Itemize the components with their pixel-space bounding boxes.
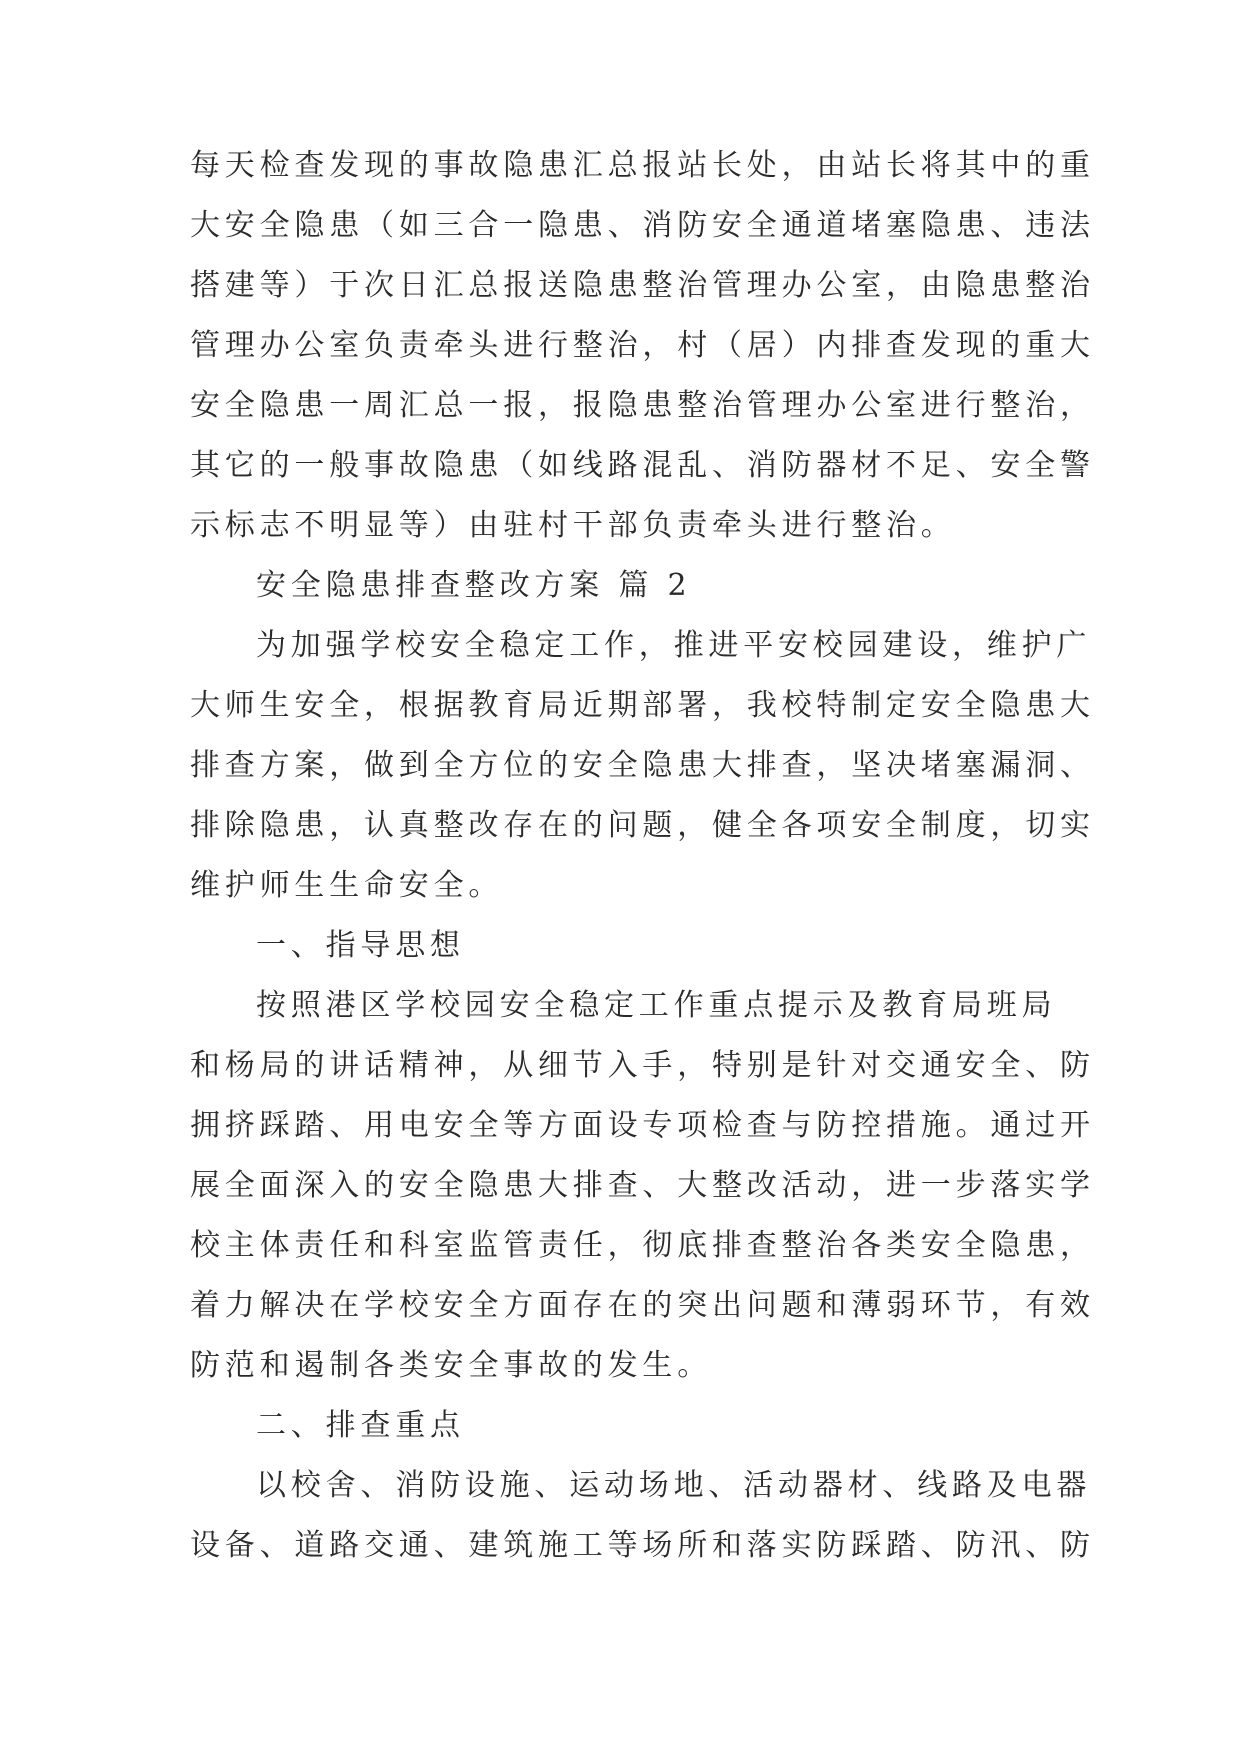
paragraph-line: 防范和遏制各类安全事故的发生。 bbox=[190, 1348, 712, 1383]
paragraph-line: 安全隐患一周汇总一报，报隐患整治管理办公室进行整治， bbox=[190, 388, 1095, 423]
paragraph-line: 搭建等）于次日汇总报送隐患整治管理办公室，由隐患整治 bbox=[190, 268, 1095, 303]
paragraph-line: 为加强学校安全稳定工作，推进平安校园建设，维护广 bbox=[256, 628, 1092, 663]
paragraph-line: 和杨局的讲话精神，从细节入手，特别是针对交通安全、防 bbox=[190, 1048, 1095, 1083]
paragraph-line: 大安全隐患（如三合一隐患、消防安全通道堵塞隐患、违法 bbox=[190, 208, 1095, 243]
paragraph-line: 设备、道路交通、建筑施工等场所和落实防踩踏、防汛、防 bbox=[190, 1528, 1095, 1563]
section-heading: 二、排查重点 bbox=[256, 1408, 465, 1443]
paragraph-line: 排除隐患，认真整改存在的问题，健全各项安全制度，切实 bbox=[190, 808, 1095, 843]
section-heading: 一、指导思想 bbox=[256, 928, 465, 963]
paragraph-line: 每天检查发现的事故隐患汇总报站长处，由站长将其中的重 bbox=[190, 148, 1095, 183]
section-title: 安全隐患排查整改方案 篇 2 bbox=[256, 568, 692, 603]
paragraph-line: 校主体责任和科室监管责任，彻底排查整治各类安全隐患， bbox=[190, 1228, 1095, 1263]
paragraph-line: 维护师生生命安全。 bbox=[190, 868, 504, 903]
paragraph-line: 管理办公室负责牵头进行整治，村（居）内排查发现的重大 bbox=[190, 328, 1095, 363]
paragraph-line: 示标志不明显等）由驻村干部负责牵头进行整治。 bbox=[190, 508, 956, 543]
paragraph-line: 拥挤踩踏、用电安全等方面设专项检查与防控措施。通过开 bbox=[190, 1108, 1095, 1143]
paragraph-line: 排查方案，做到全方位的安全隐患大排查，坚决堵塞漏洞、 bbox=[190, 748, 1095, 783]
paragraph-line: 大师生安全，根据教育局近期部署，我校特制定安全隐患大 bbox=[190, 688, 1095, 723]
paragraph-line: 按照港区学校园安全稳定工作重点提示及教育局班局 bbox=[256, 988, 1057, 1023]
paragraph-line: 以校舍、消防设施、运动场地、活动器材、线路及电器 bbox=[256, 1468, 1092, 1503]
paragraph-line: 其它的一般事故隐患（如线路混乱、消防器材不足、安全警 bbox=[190, 448, 1095, 483]
paragraph-line: 展全面深入的安全隐患大排查、大整改活动，进一步落实学 bbox=[190, 1168, 1095, 1203]
paragraph-line: 着力解决在学校安全方面存在的突出问题和薄弱环节，有效 bbox=[190, 1288, 1095, 1323]
